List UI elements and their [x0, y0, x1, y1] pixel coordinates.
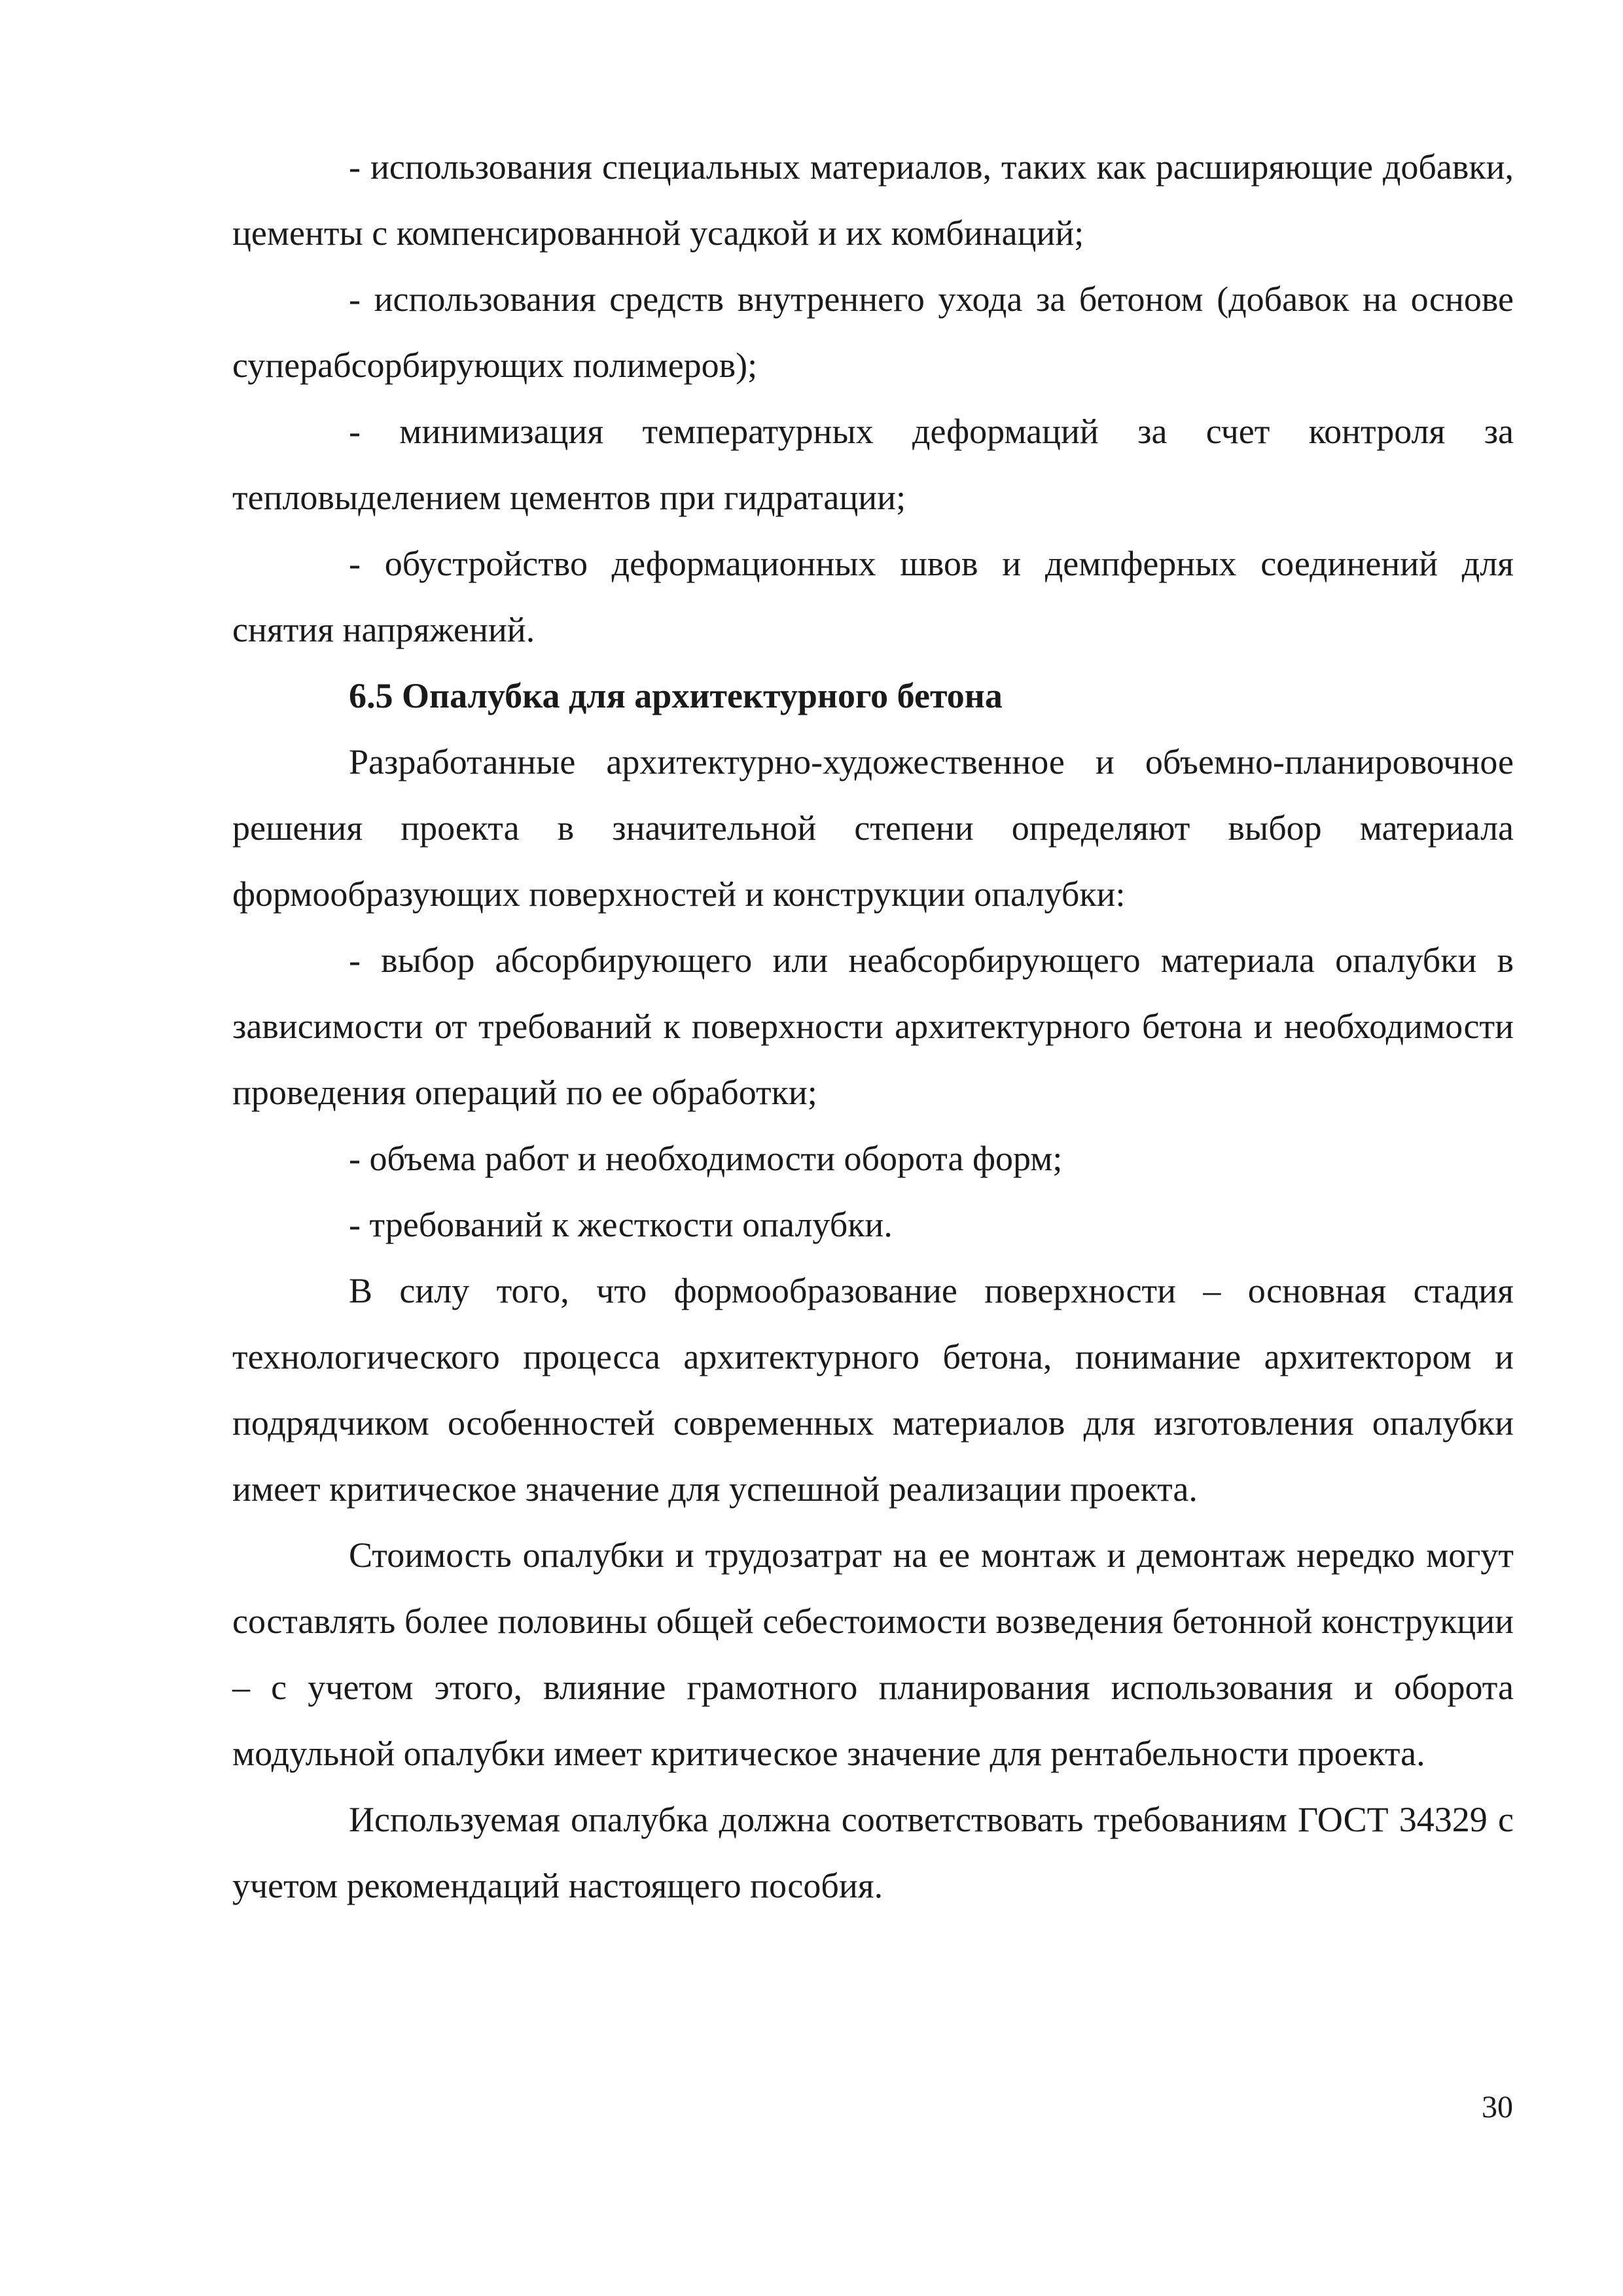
page-body: [232, 134, 1514, 1919]
paragraph-cost: Стоимость опалубки и трудозатрат на ее монтаж и демонтаж нередко могут составлять более половины общей себестоимости возведения бетонной конструкции – с учетом этого, влияние грамотного планирования использования и оборота модульной опалубки имеет критическое значение для рентабельности проекта.: [232, 1535, 1514, 1773]
list-item-work-volume: - объема работ и необходимости оборота форм;: [349, 1139, 1063, 1178]
section-heading: 6.5 Опалубка для архитектурного бетона: [349, 676, 1003, 715]
list-item-expansion-joints: - обустройство деформационных швов и демпферных соединений для снятия напряжений.: [232, 544, 1514, 649]
list-item-temperature-deformations: - минимизация температурных деформаций за счет контроля за тепловыделением цементов при гидратации;: [232, 412, 1514, 517]
paragraph-surface-forming: В силу того, что формообразование поверхности – основная стадия технологического процесса архитектурного бетона, понимание архитектором и подрядчиком особенностей современных материалов для изготовления опалубки имеет критическое значение для успешной реализации проекта.: [232, 1271, 1514, 1509]
paragraph-design-decisions: Разработанные архитектурно-художественное и объемно-планировочное решения проекта в значительной степени определяют выбор материала формообразующих поверхностей и конструкции опалубки:: [232, 742, 1514, 914]
page-number: 30: [1482, 2090, 1513, 2125]
list-item-stiffness: - требований к жесткости опалубки.: [349, 1205, 893, 1244]
list-item-internal-curing: - использования средств внутреннего ухода за бетоном (добавок на основе суперабсорбирующих полимеров);: [232, 279, 1514, 385]
list-item-special-materials: - использования специальных материалов, таких как расширяющие добавки, цементы с компенсированной усадкой и их комбинаций;: [232, 147, 1514, 253]
list-item-absorbing-material: - выбор абсорбирующего или неабсорбирующего материала опалубки в зависимости от требований к поверхности архитектурного бетона и необходимости проведения операций по ее обработки;: [232, 941, 1514, 1112]
paragraph-gost: Используемая опалубка должна соответствовать требованиям ГОСТ 34329 с учетом рекомендаций настоящего пособия.: [232, 1800, 1514, 1905]
